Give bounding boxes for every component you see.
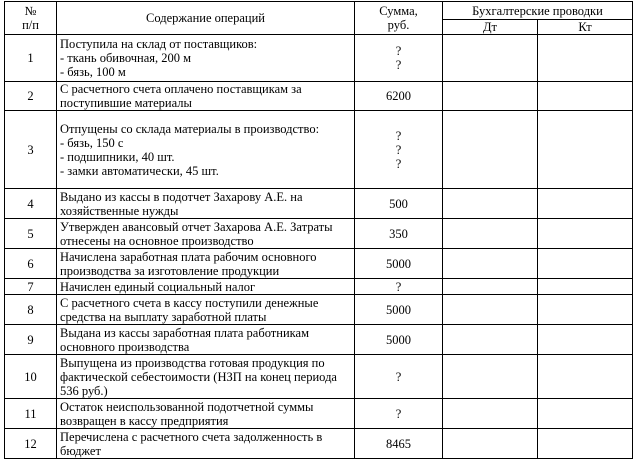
operation-sum — [355, 219, 443, 249]
description-line: Выпущена из производства готовая продукция по — [60, 355, 325, 370]
description-line: средства на выплату заработной платы — [60, 309, 267, 324]
description-line: - ткань обивочная, 200 м — [60, 51, 192, 65]
debit-cell — [443, 35, 538, 82]
operation-sum — [355, 249, 443, 279]
header-entries: Бухгалтерские проводки — [443, 2, 633, 20]
operation-sum — [355, 189, 443, 219]
sum-value: ? — [395, 128, 402, 143]
description-line: Начислен единый социальный налог — [60, 279, 256, 294]
header-debit: Дт — [443, 20, 538, 35]
header-sum-line: Сумма, — [379, 4, 418, 18]
table-row — [5, 355, 633, 399]
debit-cell — [443, 219, 538, 249]
description-line: Выдана из кассы заработная плата работникам — [60, 325, 309, 340]
description-line: Поступила на склад от поставщиков: — [60, 37, 258, 51]
table-row — [5, 399, 633, 429]
table-row — [5, 35, 633, 82]
debit-cell — [443, 325, 538, 355]
table-body — [5, 35, 633, 459]
operation-description — [57, 355, 355, 399]
credit-cell — [538, 189, 633, 219]
description-line: хозяйственные нужды — [60, 203, 179, 218]
credit-cell — [538, 111, 633, 189]
header-content: Содержание операций — [57, 2, 355, 35]
description-line: Отпущены со склада материалы в производство: — [60, 121, 320, 136]
sum-value: ? — [395, 44, 402, 58]
sum-value: ? — [395, 58, 402, 72]
operation-description — [57, 111, 355, 189]
operation-description — [57, 325, 355, 355]
description-line: - бязь, 100 м — [60, 65, 126, 79]
description-line: С расчетного счета в кассу поступили денежные — [60, 295, 319, 310]
credit-cell — [538, 249, 633, 279]
header-sum-line: руб. — [387, 18, 410, 32]
operation-sum — [355, 295, 443, 325]
row-number: 2 — [5, 82, 57, 111]
description-line: производства за изготовление продукции — [60, 263, 280, 278]
debit-cell — [443, 82, 538, 111]
description-line: Перечислена с расчетного счета задолженность в — [60, 429, 323, 444]
debit-cell — [443, 111, 538, 189]
description-line: отнесены на основное производство — [60, 233, 254, 248]
sum-value: ? — [395, 369, 402, 384]
row-number: 4 — [5, 189, 57, 219]
table-row — [5, 295, 633, 325]
description-line: - замки автоматически, 45 шт. — [60, 163, 219, 178]
sum-value: 5000 — [386, 256, 411, 271]
row-number: 3 — [5, 111, 57, 189]
operation-sum — [355, 325, 443, 355]
debit-cell — [443, 279, 538, 295]
credit-cell — [538, 295, 633, 325]
row-number: 11 — [5, 399, 57, 429]
operation-sum — [355, 355, 443, 399]
row-number: 12 — [5, 429, 57, 459]
debit-cell — [443, 429, 538, 459]
operation-sum — [355, 82, 443, 111]
description-line: Остаток неиспользованной подотчетной суммы — [60, 399, 314, 414]
operation-sum — [355, 399, 443, 429]
header-number — [5, 2, 57, 35]
table-row — [5, 219, 633, 249]
debit-cell — [443, 355, 538, 399]
operation-sum — [355, 111, 443, 189]
row-number: 1 — [5, 35, 57, 82]
table-row — [5, 279, 633, 295]
operation-description — [57, 279, 355, 295]
table-row — [5, 325, 633, 355]
table-row — [5, 249, 633, 279]
operation-description — [57, 429, 355, 459]
operations-table — [4, 1, 633, 459]
description-line: фактической себестоимости (НЗП на конец периода — [60, 369, 337, 384]
description-line: Начислена заработная плата рабочим основного — [60, 249, 317, 264]
sum-value: 6200 — [386, 89, 411, 103]
table-row — [5, 429, 633, 459]
credit-cell — [538, 279, 633, 295]
table-row — [5, 189, 633, 219]
operation-description — [57, 219, 355, 249]
sum-value: 5000 — [386, 302, 411, 317]
row-number: 6 — [5, 249, 57, 279]
header-sum — [355, 2, 443, 35]
credit-cell — [538, 82, 633, 111]
debit-cell — [443, 189, 538, 219]
description-line: Утвержден авансовый отчет Захарова А.Е. Затраты — [60, 219, 333, 234]
operation-sum — [355, 279, 443, 295]
sum-value: ? — [395, 406, 402, 421]
sum-value: ? — [395, 156, 402, 171]
sum-value: ? — [395, 279, 402, 294]
operation-description — [57, 35, 355, 82]
sum-value: 350 — [389, 226, 408, 241]
header-credit: Кт — [538, 20, 633, 35]
row-number: 7 — [5, 279, 57, 295]
operation-description — [57, 82, 355, 111]
description-line: С расчетного счета оплачено поставщикам за — [60, 82, 302, 96]
debit-cell — [443, 249, 538, 279]
header-number-line: № — [24, 4, 37, 18]
operation-description — [57, 189, 355, 219]
sum-value: ? — [395, 142, 402, 157]
table-row — [5, 111, 633, 189]
header-number-line: п/п — [22, 18, 39, 32]
description-line: возвращен в кассу предприятия — [60, 413, 229, 428]
credit-cell — [538, 429, 633, 459]
description-line: Выдано из кассы в подотчет Захарову А.Е. на — [60, 189, 303, 204]
credit-cell — [538, 35, 633, 82]
operation-description — [57, 295, 355, 325]
debit-cell — [443, 295, 538, 325]
operation-sum — [355, 35, 443, 82]
operation-description — [57, 399, 355, 429]
credit-cell — [538, 219, 633, 249]
description-line: основного производства — [60, 339, 190, 354]
description-line: поступившие материалы — [60, 96, 192, 110]
row-number: 8 — [5, 295, 57, 325]
operation-description — [57, 249, 355, 279]
credit-cell — [538, 355, 633, 399]
sum-value: 8465 — [386, 436, 411, 451]
credit-cell — [538, 325, 633, 355]
description-line: 536 руб.) — [60, 383, 108, 398]
sum-value: 500 — [389, 196, 408, 211]
description-line: бюджет — [60, 443, 101, 458]
row-number: 10 — [5, 355, 57, 399]
table-row — [5, 82, 633, 111]
operation-sum — [355, 429, 443, 459]
row-number: 5 — [5, 219, 57, 249]
description-line: - подшипники, 40 шт. — [60, 149, 175, 164]
description-line: - бязь, 150 с — [60, 135, 124, 150]
sum-value: 5000 — [386, 332, 411, 347]
debit-cell — [443, 399, 538, 429]
row-number: 9 — [5, 325, 57, 355]
credit-cell — [538, 399, 633, 429]
